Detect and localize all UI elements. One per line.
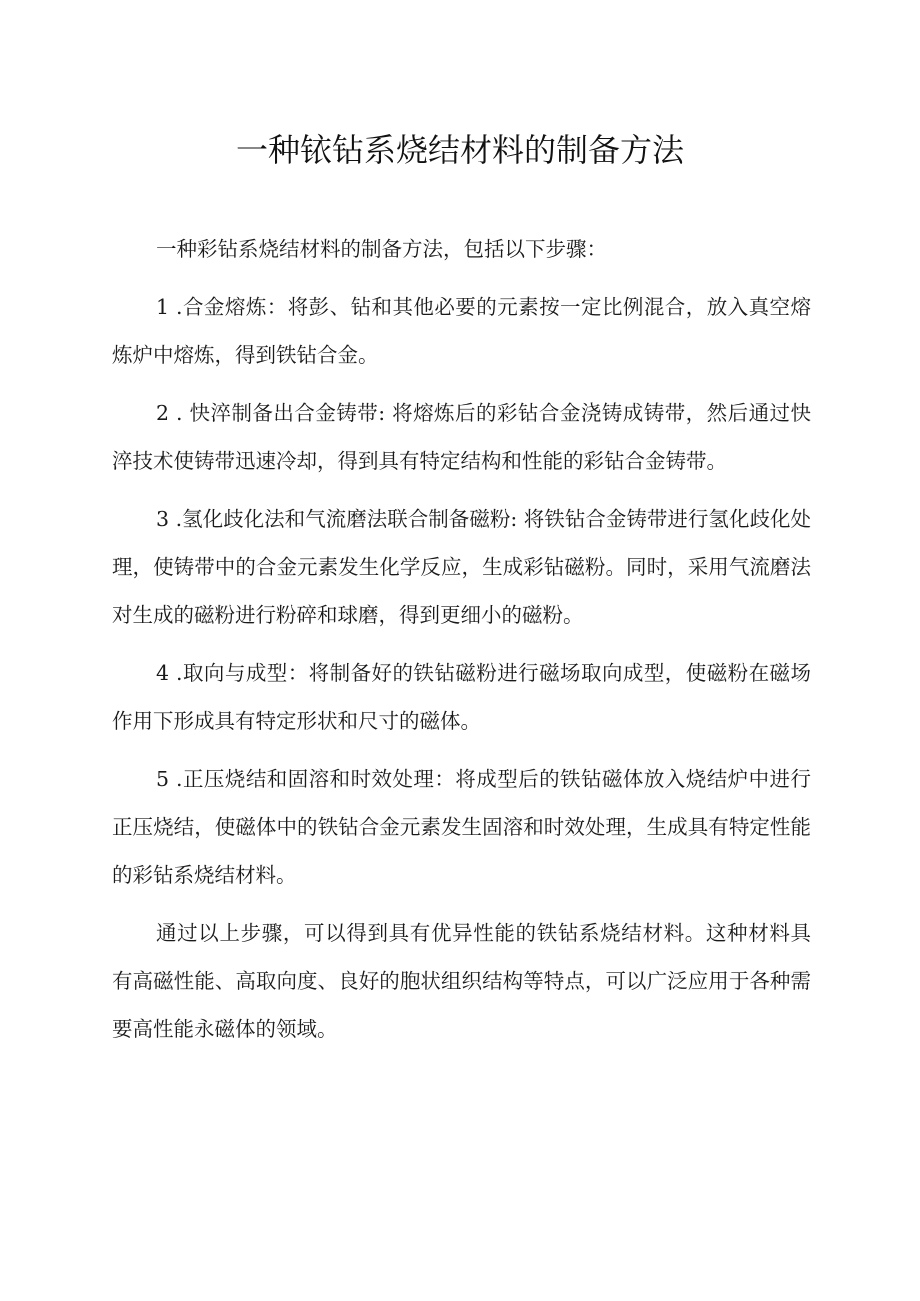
intro-paragraph: 一种彩钻系烧结材料的制备方法，包括以下步骤： xyxy=(156,237,607,261)
document-title: 一种铱钻系烧结材料的制备方法 xyxy=(235,131,684,169)
step-paragraph-1: 1 .合金熔炼：将彭、钻和其他必要的元素按一定比例混合，放入真空熔炼炉中熔炼，得到铁钻合金。 xyxy=(112,295,811,367)
conclusion-paragraph: 通过以上步骤，可以得到具有优异性能的铁钻系烧结材料。这种材料具有高磁性能、高取向度、良好的胞状组织结构等特点，可以广泛应用于各种需要高性能永磁体的领域。 xyxy=(112,921,811,1041)
document-body xyxy=(112,225,811,1063)
step-paragraph-2: 2 . 快淬制备出合金铸带: 将熔炼后的彩钻合金浇铸成铸带，然后通过快淬技术使铸带迅速冷却，得到具有特定结构和性能的彩钻合金铸带。 xyxy=(112,401,811,473)
step-paragraph-5: 5 .正压烧结和固溶和时效处理：将成型后的铁钻磁体放入烧结炉中进行正压烧结，使磁体中的铁钻合金元素发生固溶和时效处理，生成具有特定性能的彩钻系烧结材料。 xyxy=(112,767,811,887)
step-paragraph-3: 3 .氢化歧化法和气流磨法联合制备磁粉: 将铁钻合金铸带进行氢化歧化处理，使铸带中的合金元素发生化学反应，生成彩钻磁粉。同时，采用气流磨法对生成的磁粉进行粉碎和球磨，得到更细小的磁粉。 xyxy=(112,507,811,627)
step-paragraph-4: 4 .取向与成型：将制备好的铁钻磁粉进行磁场取向成型，使磁粉在磁场作用下形成具有特定形状和尺寸的磁体。 xyxy=(112,661,811,733)
